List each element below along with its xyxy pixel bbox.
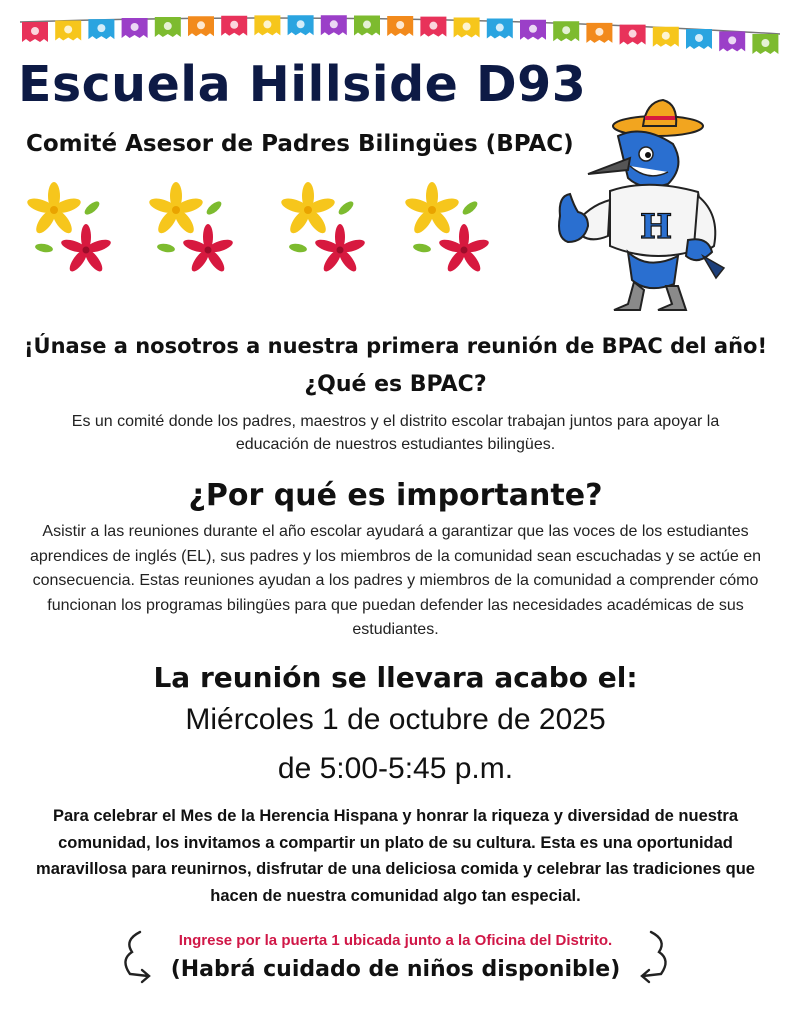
entry-instructions: Ingrese por la puerta 1 ubicada junto a la Oficina del Distrito. — [178, 932, 613, 949]
papel-picado-banner — [0, 0, 791, 60]
papel-picado-flag — [22, 22, 48, 42]
papel-picado-flag — [288, 15, 314, 35]
meeting-heading: La reunión se llevara acabo el: — [153, 661, 638, 694]
childcare-note: (Habrá cuidado de niños disponible) — [170, 957, 621, 982]
committee-name: Comité Asesor de Padres Bilingües (BPAC) — [26, 131, 574, 157]
papel-picado-flag — [620, 25, 646, 45]
flower-icon — [148, 182, 235, 274]
papel-picado-flag — [254, 15, 280, 35]
papel-picado-flag — [354, 16, 380, 36]
papel-picado-flag — [653, 27, 679, 47]
papel-picado-flag — [686, 29, 712, 49]
meeting-time: de 5:00-5:45 p.m. — [277, 752, 514, 785]
papel-picado-flag — [487, 19, 513, 39]
celebration-body: Para celebrar el Mes de la Herencia Hispana y honrar la riqueza y diversidad de nuestra comunidad, los invitamos a compartir un plato de su cultura. Esta es una oportunidad maravillosa para reunirnos, disfrutar de una deliciosa comida y celebrar las tradiciones que hacen de nuestra comunidad algo tan especial. — [36, 807, 755, 905]
blue-jay-mascot — [548, 96, 728, 318]
why-heading: ¿Por qué es importante? — [188, 478, 603, 513]
papel-picado-flag — [752, 34, 778, 54]
flower-icon — [404, 182, 491, 274]
papel-picado-flag — [55, 20, 81, 40]
flower-icon — [280, 182, 367, 274]
papel-picado-flag — [420, 17, 446, 37]
papel-picado-flag — [553, 21, 579, 41]
svg-text:H: H — [640, 207, 673, 247]
why-body: Asistir a las reuniones durante el año escolar ayudará a garantizar que las voces de los estudiantes aprendices de inglés (EL), sus padres y los miembros de la comunidad sean escuchadas y se actúe en consecuencia. Estas reuniones ayudan a los padres y miembros de la comunidad a comprender cómo funcionan los programas bilingües para que puedan defender las necesidades académicas de sus estudiantes. — [29, 523, 762, 638]
papel-picado-flag — [155, 17, 181, 37]
papel-picado-flag — [122, 18, 148, 38]
papel-picado-flag — [88, 19, 114, 39]
papel-picado-flag — [188, 16, 214, 36]
flower-icon — [26, 182, 113, 274]
papel-picado-flag — [387, 16, 413, 36]
papel-picado-flag — [719, 31, 745, 51]
papel-picado-flag — [321, 15, 347, 35]
what-is-heading: ¿Qué es BPAC? — [304, 372, 487, 397]
invitation-heading: ¡Únase a nosotros a nuestra primera reunión de BPAC del año! — [23, 334, 768, 358]
papel-picado-flag — [586, 23, 612, 43]
papel-picado-flag — [221, 16, 247, 36]
papel-picado-flag — [454, 17, 480, 37]
page-title: Escuela Hillside D93 — [18, 56, 587, 113]
what-is-body: Es un comité donde los padres, maestros y el distrito escolar trabajan juntos para apoyar la educación de nuestros estudiantes bilingües. — [71, 413, 720, 453]
meeting-date: Miércoles 1 de octubre de 2025 — [185, 703, 606, 736]
papel-picado-flag — [520, 20, 546, 40]
flower-decoration — [24, 178, 544, 288]
